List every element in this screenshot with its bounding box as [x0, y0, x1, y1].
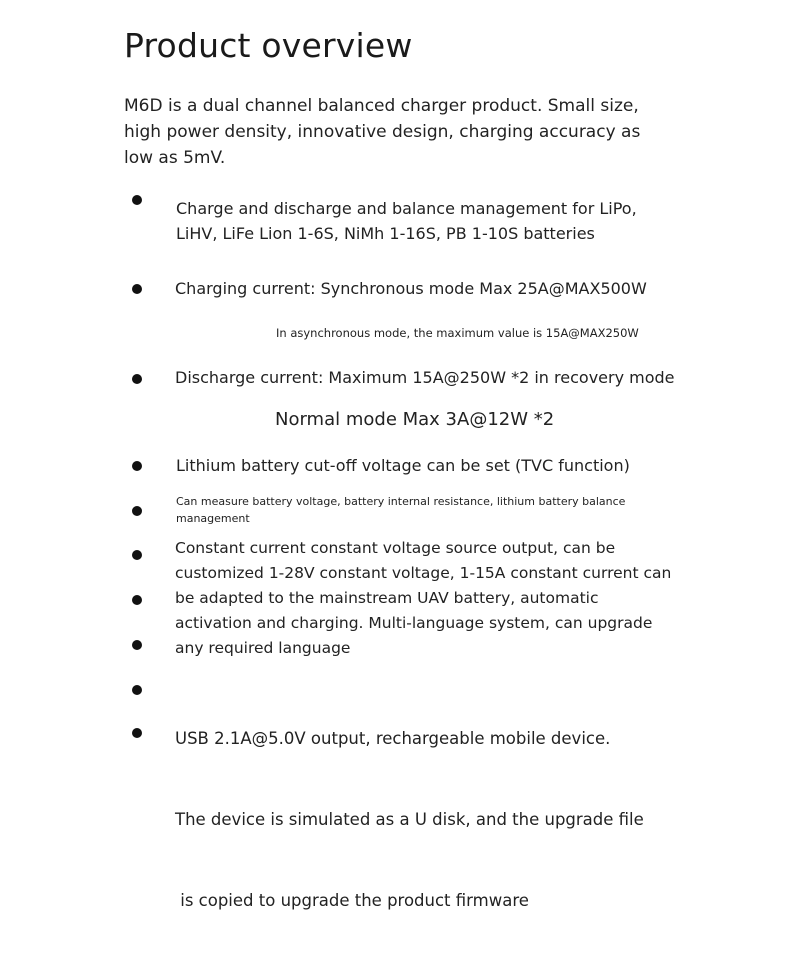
intro-line: low as 5mV. [124, 148, 226, 168]
bullet-icon [132, 284, 142, 294]
bullet-icon [132, 640, 142, 650]
bullet-icon [132, 506, 142, 516]
bullet-icon [132, 461, 142, 471]
intro-paragraph [124, 93, 640, 171]
normal-mode-note: Normal mode Max 3A@12W *2 [275, 409, 555, 430]
feature-line: be adapted to the mainstream UAV battery, automatic [175, 589, 599, 607]
feature-discharge-current: Discharge current: Maximum 15A@250W *2 in recovery mode [175, 368, 675, 387]
intro-line: high power density, innovative design, charging accuracy as [124, 122, 641, 142]
feature-line: management [176, 512, 250, 525]
bullet-icon [132, 195, 142, 205]
feature-line: USB 2.1A@5.0V output, rechargeable mobile device. [175, 729, 611, 748]
feature-line: Constant current constant voltage source output, can be [175, 539, 616, 557]
page-title: Product overview [124, 26, 413, 65]
feature-line: customized 1-28V constant voltage, 1-15A constant current can [175, 564, 672, 582]
feature-constant-output [175, 536, 671, 661]
bullet-icon [132, 685, 142, 695]
feature-line: Can measure battery voltage, battery internal resistance, lithium battery balance [176, 495, 626, 508]
async-mode-note: In asynchronous mode, the maximum value is 15A@MAX250W [276, 326, 639, 340]
feature-line: is copied to upgrade the product firmware [175, 891, 529, 910]
feature-battery-types [176, 196, 637, 246]
feature-charging-current: Charging current: Synchronous mode Max 25A@MAX500W [175, 279, 647, 298]
feature-line: any required language [175, 639, 351, 657]
feature-line: LiHV, LiFe Lion 1-6S, NiMh 1-16S, PB 1-10S batteries [176, 224, 595, 243]
bullet-icon [132, 550, 142, 560]
feature-measure [176, 493, 625, 527]
feature-line: activation and charging. Multi-language system, can upgrade [175, 614, 653, 632]
bullet-icon [132, 728, 142, 738]
feature-usb [175, 671, 644, 968]
intro-line: M6D is a dual channel balanced charger product. Small size, [124, 96, 639, 116]
feature-line: Charge and discharge and balance management for LiPo, [176, 199, 637, 218]
bullet-icon [132, 595, 142, 605]
feature-cutoff-voltage: Lithium battery cut-off voltage can be set (TVC function) [176, 456, 630, 475]
bullet-icon [132, 374, 142, 384]
feature-line: The device is simulated as a U disk, and the upgrade file [175, 810, 644, 829]
